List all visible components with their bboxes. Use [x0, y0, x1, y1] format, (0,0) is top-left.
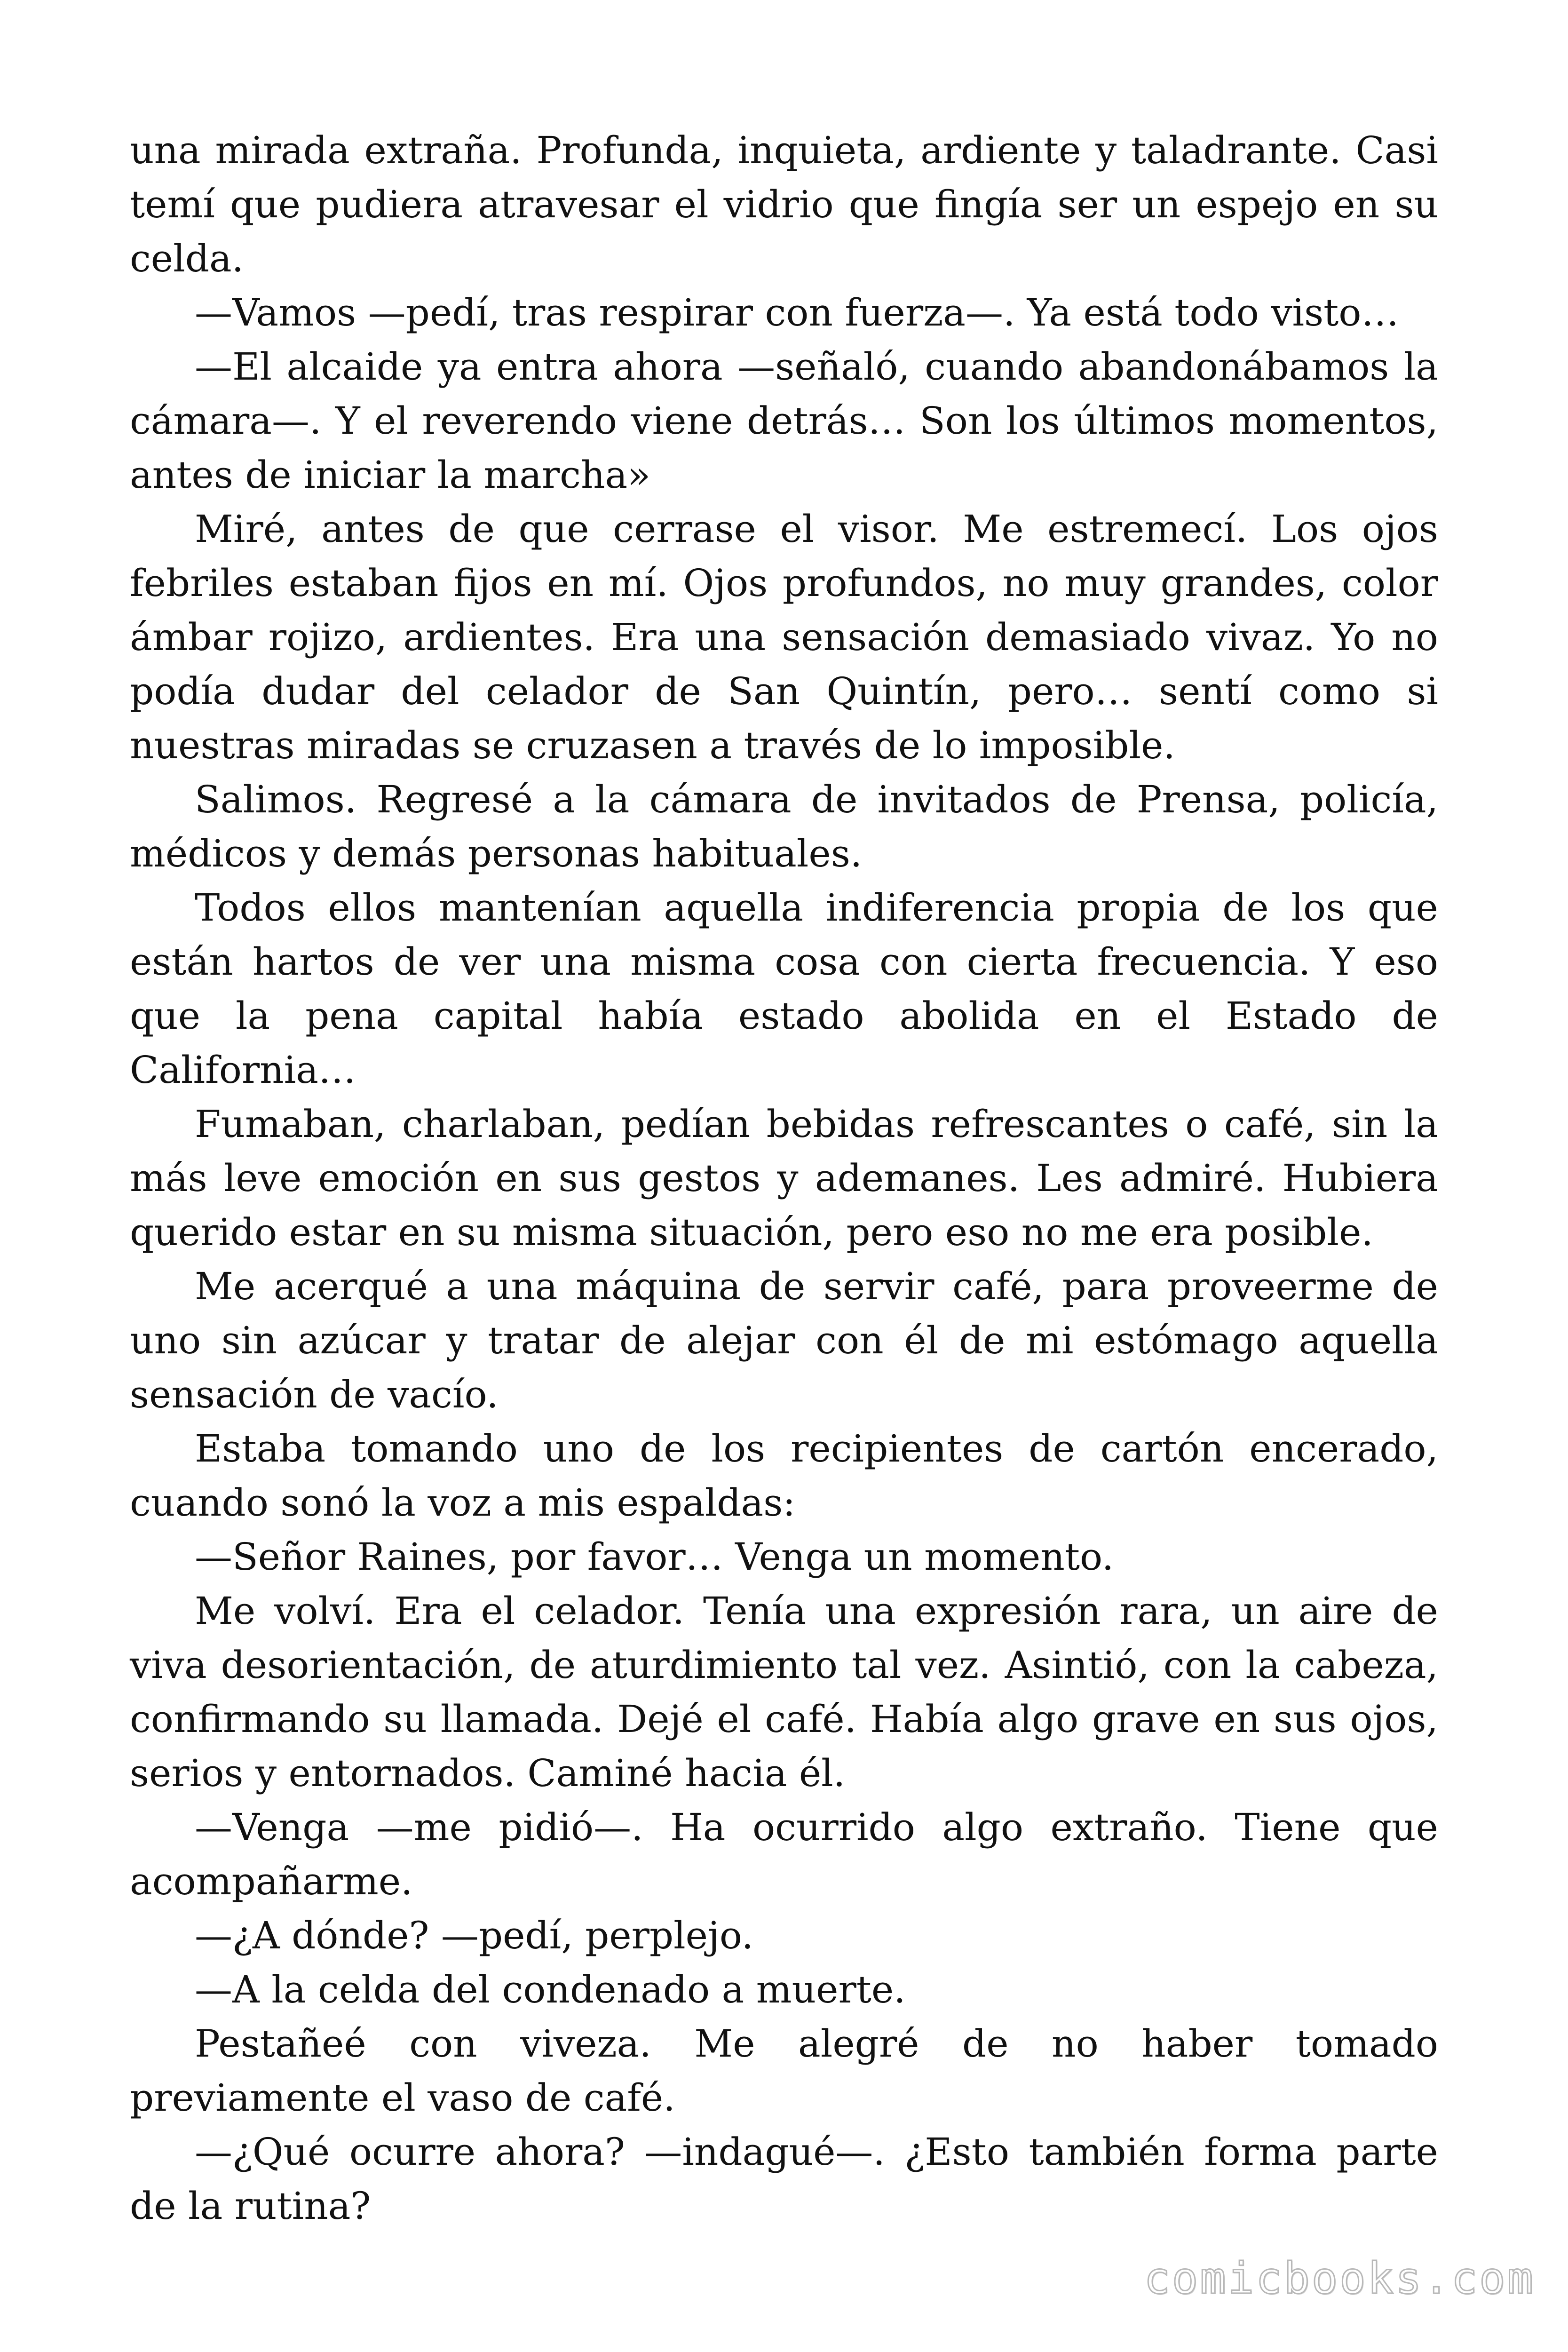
paragraph: Me volví. Era el celador. Tenía una expresión rara, un aire de viva desorientación, de aturdimiento tal vez. Asintió, con la cabeza, confirmando su llamada. Dejé el café. Había algo grave en sus ojos, serios y entornados. Caminé hacia él.	[130, 1589, 1438, 1795]
body-text	[130, 123, 1438, 2233]
paragraph: —Vamos —pedí, tras respirar con fuerza—. Ya está todo visto…	[195, 291, 1399, 334]
paragraph: una mirada extraña. Profunda, inquieta, ardiente y taladrante. Casi temí que pudiera atravesar el vidrio que fingía ser un espejo en su celda.	[130, 128, 1438, 280]
paragraph: —El alcaide ya entra ahora —señaló, cuando abandonábamos la cámara—. Y el reverendo viene detrás… Son los últimos momentos, antes de iniciar la marcha»	[130, 345, 1438, 497]
paragraph: Me acerqué a una máquina de servir café, para proveerme de uno sin azúcar y tratar de alejar con él de mi estómago aquella sensación de vacío.	[130, 1264, 1438, 1416]
paragraph: Estaba tomando uno de los recipientes de cartón encerado, cuando sonó la voz a mis espaldas:	[130, 1427, 1438, 1525]
paragraph: —¿A dónde? —pedí, perplejo.	[195, 1914, 754, 1957]
paragraph: Salimos. Regresé a la cámara de invitados de Prensa, policía, médicos y demás personas habituales.	[130, 778, 1438, 875]
paragraph: Todos ellos mantenían aquella indiferencia propia de los que están hartos de ver una misma cosa con cierta frecuencia. Y eso que la pena capital había estado abolida en el Estado de California…	[130, 886, 1438, 1092]
paragraph: —¿Qué ocurre ahora? —indagué—. ¿Esto también forma parte de la rutina?	[130, 2130, 1438, 2228]
paragraph: —Venga —me pidió—. Ha ocurrido algo extraño. Tiene que acompañarme.	[130, 1805, 1438, 1903]
paragraph: Pestañeé con viveza. Me alegré de no haber tomado previamente el vaso de café.	[130, 2022, 1438, 2120]
paragraph: Fumaban, charlaban, pedían bebidas refrescantes o café, sin la más leve emoción en sus gestos y ademanes. Les admiré. Hubiera querido estar en su misma situación, pero eso no me era posible.	[130, 1102, 1438, 1254]
paragraph: —A la celda del condenado a muerte.	[195, 1968, 906, 2011]
paragraph: —Señor Raines, por favor… Venga un momento.	[195, 1535, 1114, 1579]
paragraph: Miré, antes de que cerrase el visor. Me estremecí. Los ojos febriles estaban fijos en mí. Ojos profundos, no muy grandes, color ámbar rojizo, ardientes. Era una sensación demasiado vivaz. Yo no podía dudar del celador de San Quintín, pero… sentí como si nuestras miradas se cruzasen a través de lo imposible.	[130, 507, 1438, 767]
watermark: comicbooks.com	[1144, 2253, 1535, 2304]
